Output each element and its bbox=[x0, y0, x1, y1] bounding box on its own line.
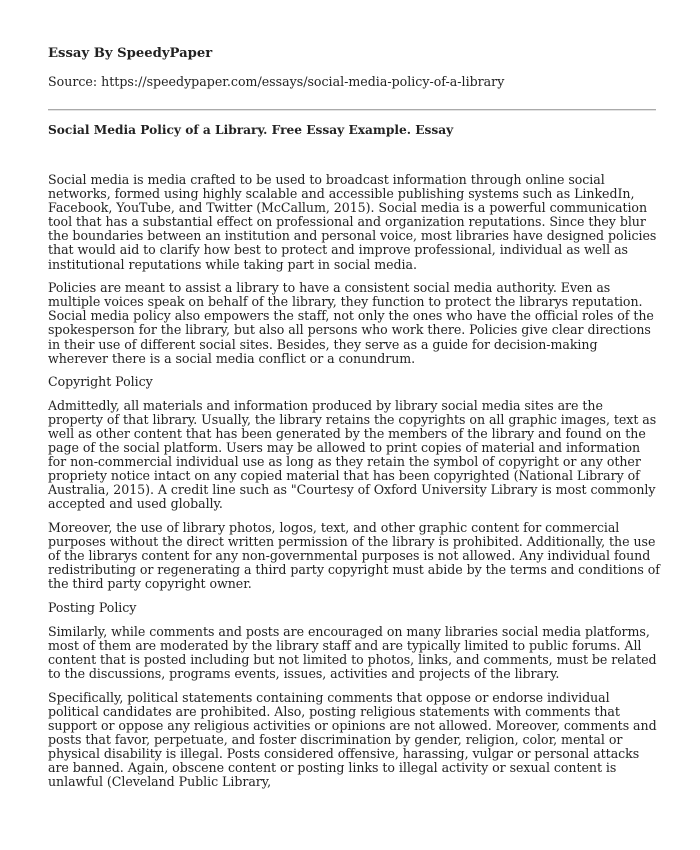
site-title: Essay By SpeedyPaper bbox=[48, 46, 213, 61]
paragraph: Social media is media crafted to be used to broadcast information through online social networks, formed using highly scalable and accessible publishing systems such as LinkedIn, Facebook, YouTube, and Twitter (McCallum, 2015). Social media is a powerful communication tool that has a substantial effect on professional and organization reputations. Since they blur the boundaries between an institution and personal voice, most libraries have designed policies that would aid to clarify how best to protect and improve professional, individual as well as institutional reputations while taking part in social media. bbox=[48, 172, 657, 272]
section-heading-posting-policy: Posting Policy bbox=[48, 600, 137, 616]
section-heading-copyright-policy: Copyright Policy bbox=[48, 374, 153, 390]
paragraph: Admittedly, all materials and information produced by library social media sites are the property of that library. Usually, the library retains the copyrights on all graphic images, text as well as other content that has been generated by the members of the library and found on the page of the social platform. Users may be allowed to print copies of material and information for non-commercial individual use as long as they retain the symbol of copyright or any other propriety notice intact on any copied material that has been copyrighted (National Library of Australia, 2015). A credit line such as "Courtesy of Oxford University Library is most commonly accepted and used globally. bbox=[48, 397, 657, 512]
paragraph: Similarly, while comments and posts are encouraged on many libraries social media platforms, most of them are moderated by the library staff and are typically limited to public forums. All content that is posted including but not limited to photos, links, and comments, must be related to the discussions, programs events, issues, activities and projects of the library. bbox=[48, 623, 657, 681]
paragraph: Policies are meant to assist a library to have a consistent social media authority. Even as multiple voices speak on behalf of the library, they function to protect the librarys reputation. Social media policy also empowers the staff, not only the ones who have the official roles of the spokesperson for the library, but also all persons who work there. Policies give clear directions in their use of different social sites. Besides, they serve as a guide for decision-making wherever there is a social media conflict or a conundrum. bbox=[48, 280, 654, 366]
essay-title: Social Media Policy of a Library. Free Essay Example. Essay bbox=[48, 123, 454, 137]
paragraph: Moreover, the use of library photos, logos, text, and other graphic content for commercial purposes without the direct written permission of the library is prohibited. Additionally, the use of the librarys content for any non-governmental purposes is not allowed. Any individual found redistributing or regenerating a third party copyright must abide by the terms and conditions of the third party copyright owner. bbox=[48, 520, 660, 592]
paragraph: Specifically, political statements containing comments that oppose or endorse individual political candidates are prohibited. Also, posting religious statements with comments that support or oppose any religious activities or opinions are not allowed. Moreover, comments and posts that favor, perpetuate, and foster discrimination by gender, religion, color, mental or physical disability is illegal. Posts considered offensive, harassing, vulgar or personal attacks are banned. Again, obscene content or posting links to illegal activity or sexual content is unlawful (Cleveland Public Library, bbox=[48, 689, 657, 790]
source-line: Source: https://speedypaper.com/essays/social-media-policy-of-a-library bbox=[48, 74, 505, 89]
essay-body bbox=[48, 173, 660, 799]
header-divider bbox=[48, 109, 656, 111]
